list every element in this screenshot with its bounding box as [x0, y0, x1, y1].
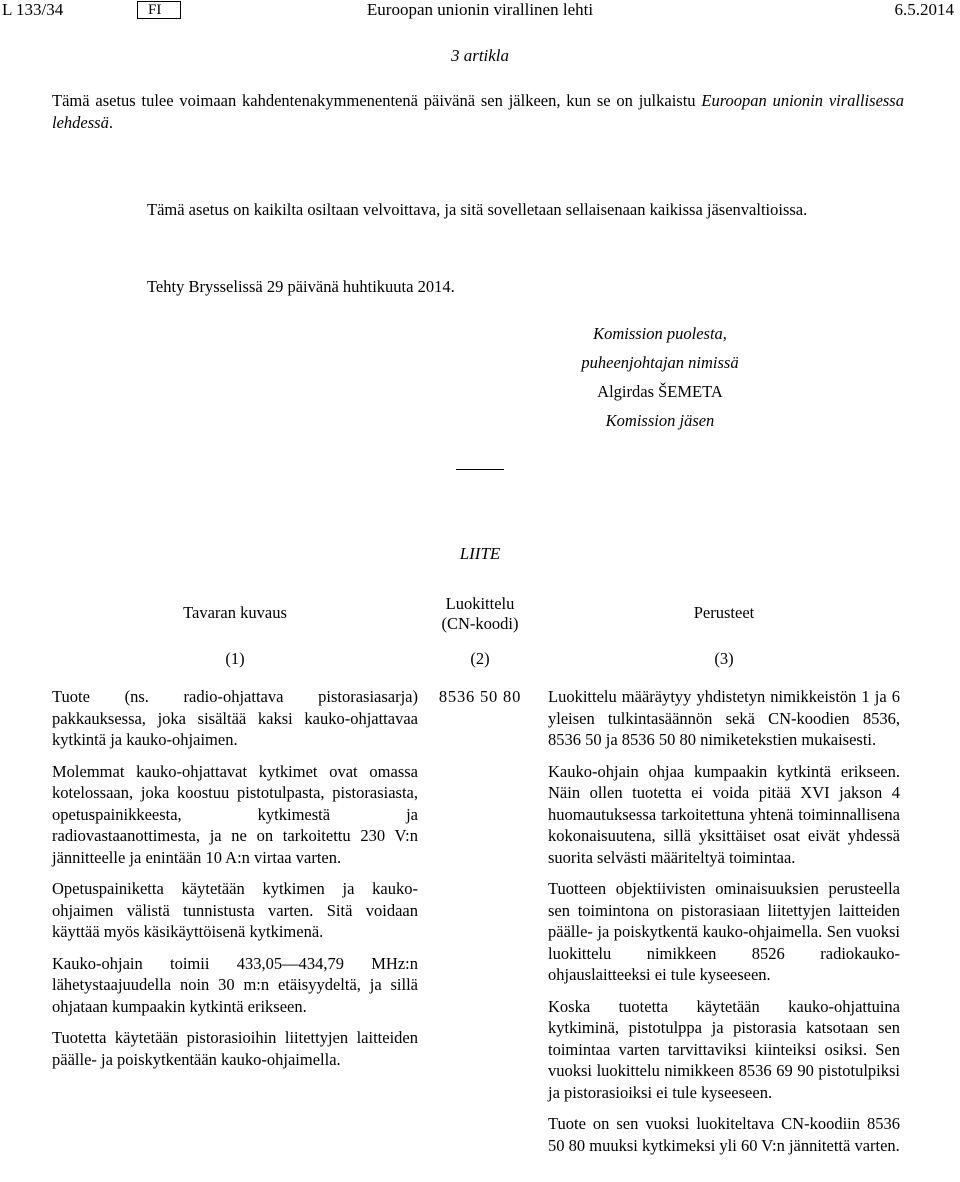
column-number-3: (3) [714, 649, 734, 668]
description-paragraph: Tuotetta käytetään pistorasioihin liitettyjen laitteiden päälle- ja poiskytkentään kauko-ohjaimella. [52, 1028, 418, 1069]
reasons-paragraph: Tuote on sen vuoksi luokiteltava CN-koodiin 8536 50 80 muuksi kytkimeksi yli 60 V:n jännitettä varten. [548, 1114, 900, 1155]
publication-date: 6.5.2014 [894, 0, 954, 19]
language-code-box: FI [137, 1, 181, 19]
signature-block [480, 319, 840, 435]
reasons-paragraph: Kauko-ohjain ohjaa kumpaakin kytkintä erikseen. Näin ollen tuotetta ei voida pitää XVI jakson 4 huomautuksessa tarkoitettuna yhtenä toiminnallisena kokonaisuutena, sillä yksittäiset osat eivät yhdessä suorita selvästi määriteltyä toimintaa. [548, 761, 900, 867]
binding-paragraph: Tämä asetus on kaikilta osiltaan velvoittava, ja sitä sovelletaan sellaisenaan kaikissa jäsenvaltioissa. [147, 200, 808, 219]
reasons-paragraph: Luokittelu määräytyy yhdistetyn nimikkeistön 1 ja 6 yleisen tulkintasäännön sekä CN-koodien 8536, 8536 50 ja 8536 50 80 nimiketekstien mukaisesti. [548, 687, 900, 749]
signature-line-2: puheenjohtajan nimissä [581, 353, 739, 372]
section-divider [456, 469, 504, 470]
signature-line-1: Komission puolesta, [593, 324, 727, 343]
column-header-classification [420, 594, 540, 634]
goods-description-cell [52, 686, 418, 1070]
entry-text-start: Tämä asetus tulee voimaan kahdentenakymmenentenä päivänä sen jälkeen, kun se on julkaistu [52, 91, 702, 110]
signatory-role: Komission jäsen [605, 411, 715, 430]
done-at-line: Tehty Brysselissä 29 päivänä huhtikuuta 2014. [147, 277, 455, 296]
column-header-classification-line2: (CN-koodi) [441, 614, 519, 633]
signatory-name: Algirdas ŠEMETA [597, 382, 723, 401]
annex-title: LIITE [459, 544, 501, 563]
description-paragraph: Tuote (ns. radio-ohjattava pistorasiasarja) pakkauksessa, joka sisältää kaksi kauko-ohjattavaa kytkintä ja kauko-ohjaimen. [52, 687, 418, 749]
column-header-classification-line1: Luokittelu [445, 594, 515, 613]
entry-into-force-paragraph [52, 90, 904, 133]
description-paragraph: Opetuspainiketta käytetään kytkimen ja kauko-ohjaimen välistä tunnistusta varten. Sitä voidaan käyttää myös käsikäyttöisenä kytkimenä. [52, 879, 418, 941]
reasons-paragraph: Tuotteen objektiivisten ominaisuuksien perusteella sen toimintona on pistorasiaan liitettyjen laitteiden päälle- ja poiskytkentä kauko-ohjaimella. Sen vuoksi luokittelu nimikkeen 8526 radiokauko-ohjauslaitteeksi ei tule kyseeseen. [548, 879, 900, 984]
description-paragraph: Molemmat kauko-ohjattavat kytkimet ovat omassa kotelossaan, joka koostuu pistotulpasta, pistorasiasta, opetuspainikkeesta, kytkimestä ja radiovastaanottimesta, ja ne on tarkoitettu 230 V:n jännitteelle ja enintään 10 A:n virtaa varten. [52, 761, 418, 867]
page-number: L 133/34 [2, 0, 64, 19]
article-title: 3 artikla [450, 46, 510, 65]
column-header-reasons: Perusteet [693, 603, 755, 622]
column-number-2: (2) [470, 649, 490, 668]
cn-code-cell: 8536 50 80 [438, 687, 522, 706]
column-header-description: Tavaran kuvaus [183, 603, 287, 622]
description-paragraph: Kauko-ohjain toimii 433,05—434,79 MHz:n lähetystaajuudella noin 30 m:n etäisyydeltä, ja sillä ohjataan kumpaakin kytkintä erikseen. [52, 953, 418, 1016]
journal-title: Euroopan unionin virallinen lehti [366, 0, 594, 19]
reasons-cell [548, 686, 900, 1156]
official-journal-name: Euroopan unionin virallisessa lehdessä [52, 91, 904, 132]
column-number-1: (1) [225, 649, 245, 668]
reasons-paragraph: Koska tuotetta käytetään kauko-ohjattuina kytkiminä, pistotulppa ja pistorasia katsotaan sen toimintaa varten tarvittaviksi kiinteiksi osiksi. Sen vuoksi luokittelu nimikkeen 8536 69 90 pistotulpiksi ja pistorasioiksi ei tule kyseeseen. [548, 996, 900, 1102]
entry-text-end: . [108, 112, 113, 132]
